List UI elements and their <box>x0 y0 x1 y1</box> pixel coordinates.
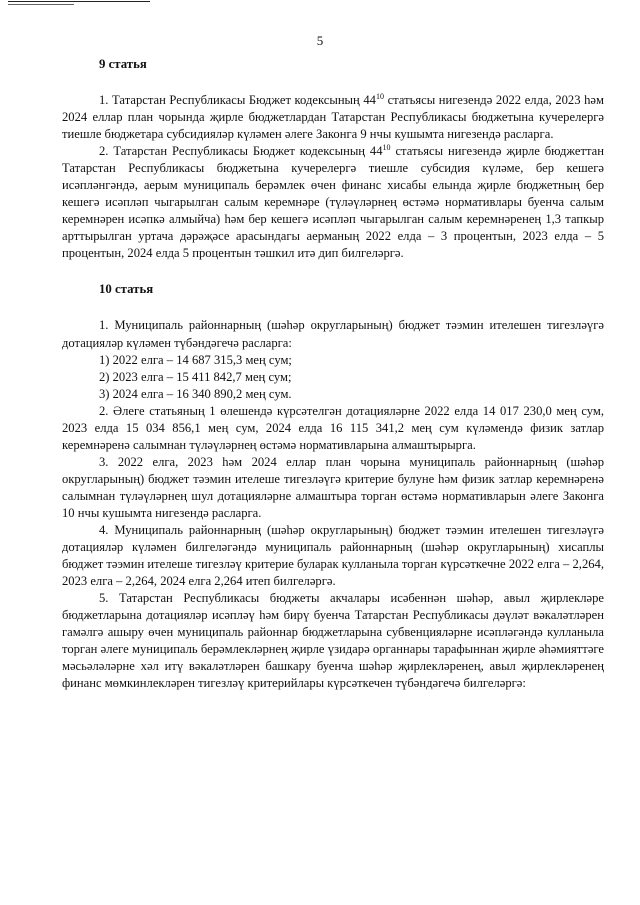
article-10-paragraph-1: 1. Муниципаль районнарның (шәһәр округларының) бюджет тәэмин ителешен тигезләүгә дотацияләр күләмен түбәндәгечә расларга: <box>62 318 604 350</box>
article-9-title: 9 статья <box>99 57 147 71</box>
article-10-paragraph-3: 3. 2022 елга, 2023 һәм 2024 еллар план чорына муниципаль районнарның (шәһәр округларының) бюджет тәэмин ителеше тигезләүгә критерие булуне һәм физик затлар керемнәренә салымнан түләүләрнең шул дотацияләрне алмаштыра торган өстәмә нормативларын әлеге Законга 10 нчы кушымта нигезендә расларга. <box>62 454 604 520</box>
document-body <box>62 56 604 693</box>
article-9-paragraph-1: 1. Татарстан Республикасы Бюджет кодексының $44^{10}$ статьясы нигезендә 2022 елда, 2023 һәм 2024 еллар план чорында җирле бюджетлардан Татарстан Республикасы бюджетына кучерелергә тиешле бюджетара субсидияләр күләмен әлеге Законга 9 нчы кушымта нигезендә расларга. <box>62 92 604 142</box>
article-10-paragraph-5: 5. Татарстан Республикасы бюджеты акчалары исәбеннән шәһәр, авыл җирлекләре бюджетларына дотацияләр исәпләү һәм бирү буенча Татарстан Республикасы дәүләт вәкаләтләрен гамәлгә ашыру өчен муниципаль районнар бюджетларына субвенцияләрне исәпләгәндә кулланыла торган әлеге муниципаль берәмлекләрнең җирле үзидарә органнары тарафыннан җирле әһәмияттәге мәсьәләләрне хәл итү вәкаләтләрен башкару буенча шәһәр җирлекләренең, авыл җирлекләренең финанс мөмкинлекләрен тигезләү критерийлары күрсәткечен түбәндәгечә билгеләргә: <box>62 591 604 691</box>
article-10-title: 10 статья <box>99 282 154 297</box>
article-9-paragraph-2: 2. Татарстан Республикасы Бюджет кодексының $44^{10}$ статьясы нигезендә җирле бюджеттан Татарстан Республикасы бюджетына кучерелергә тиешле субсидия күләме, бер кешегә исәпләнгәндә, аерым муниципаль берәмлек өчен финанс хисабы елында җирле бюджетның бер кешегә исәпләп чыгарылган салым керемнәре (түләүләрнең өстәмә нормативлары буенча салым керемнәрен исәпкә алмыйча) һәм бер кешегә исәпләп чыгарылган салым керемнәренең 1,3 тапкыр арттырылган уртача дәрәҗәсе арасындагы аерманың 2022 елда – 3 процентын, 2023 елда – 5 процентын, 2024 елда 5 процентын тәшкил итә дип билгеләргә. <box>62 143 604 261</box>
list-item: 1) 2022 елга – 14 687 315,3 мең сум; <box>99 352 292 367</box>
article-10-paragraph-2: 2. Әлеге статьяның 1 өлешендә күрсәтелгән дотацияләрне 2022 елда 14 017 230,0 мең сум, 2023 елда 15 034 856,1 мең сум, 2024 елда 16 115 341,2 мең сум күләмендә физик затлар керемнәренә салымнан түләүләрнең өстәмә нормативларына алмаштырырга. <box>62 403 604 452</box>
list-item: 2) 2023 елга – 15 411 842,7 мең сум; <box>99 369 292 384</box>
scan-edge-line-short <box>8 4 74 5</box>
scan-edge-line <box>8 1 150 2</box>
page-number: 5 <box>316 33 324 48</box>
list-item: 3) 2024 елга – 16 340 890,2 мең сум. <box>99 386 292 401</box>
article-10-paragraph-4: 4. Муниципаль районнарның (шәһәр округларының) бюджет тәэмин ителешен тигезләүгә дотацияләр күләмен билгеләгәндә муниципаль районнарның (шәһәр округларының) хисаплы бюджет тәэмин ителеше тигезләү критерие буларак кулланыла торган күрсәткечне 2022 елга – 2,264, 2023 елга – 2,264, 2024 елга 2,264 итеп билгеләргә. <box>62 523 604 589</box>
